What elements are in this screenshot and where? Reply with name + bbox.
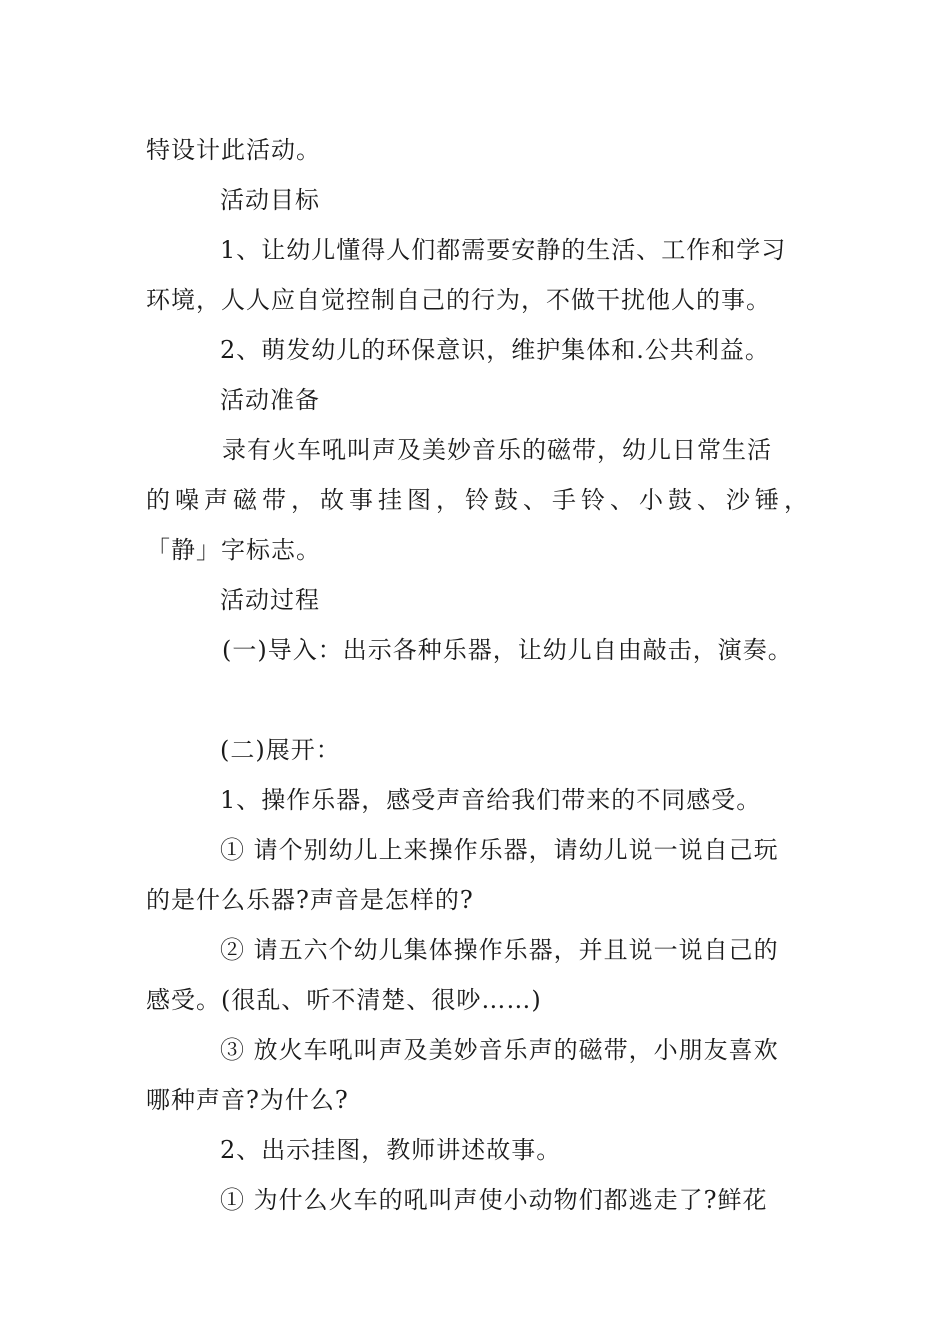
text-line: ③ 放火车吼叫声及美妙音乐声的磁带，小朋友喜欢 (220, 1036, 779, 1064)
text-line: 哪种声音?为什么? (146, 1086, 349, 1114)
section-heading: 活动过程 (220, 586, 320, 614)
text-line: 感受。(很乱、听不清楚、很吵……) (146, 986, 542, 1014)
text-line: (一)导入：出示各种乐器，让幼儿自由敲击，演奏。 (222, 636, 793, 664)
text-line: 录有火车吼叫声及美妙音乐的磁带，幼儿日常生活 (222, 436, 772, 464)
text-line: 的噪声磁带，故事挂图，铃鼓、手铃、小鼓、沙锤， (146, 486, 813, 514)
text-line: (二)展开： (220, 736, 341, 764)
text-line: ② 请五六个幼儿集体操作乐器，并且说一说自己的 (220, 936, 779, 964)
section-heading: 活动目标 (220, 186, 320, 214)
text-line: 特设计此活动。 (146, 136, 321, 164)
text-line: 1、操作乐器，感受声音给我们带来的不同感受。 (220, 786, 762, 814)
section-heading: 活动准备 (220, 386, 320, 414)
text-line: 1、让幼儿懂得人们都需要安静的生活、工作和学习 (220, 236, 787, 264)
text-line: ① 为什么火车的吼叫声使小动物们都逃走了?鲜花 (220, 1186, 768, 1214)
text-line: 2、出示挂图，教师讲述故事。 (220, 1136, 562, 1164)
text-line: ① 请个别幼儿上来操作乐器，请幼儿说一说自己玩 (220, 836, 779, 864)
text-line: 的是什么乐器?声音是怎样的? (146, 886, 474, 914)
text-line: 「静」字标志。 (146, 536, 321, 564)
text-line: 环境，人人应自觉控制自己的行为，不做干扰他人的事。 (146, 286, 771, 314)
text-line: 2、萌发幼儿的环保意识，维护集体和.公共利益。 (220, 336, 770, 364)
